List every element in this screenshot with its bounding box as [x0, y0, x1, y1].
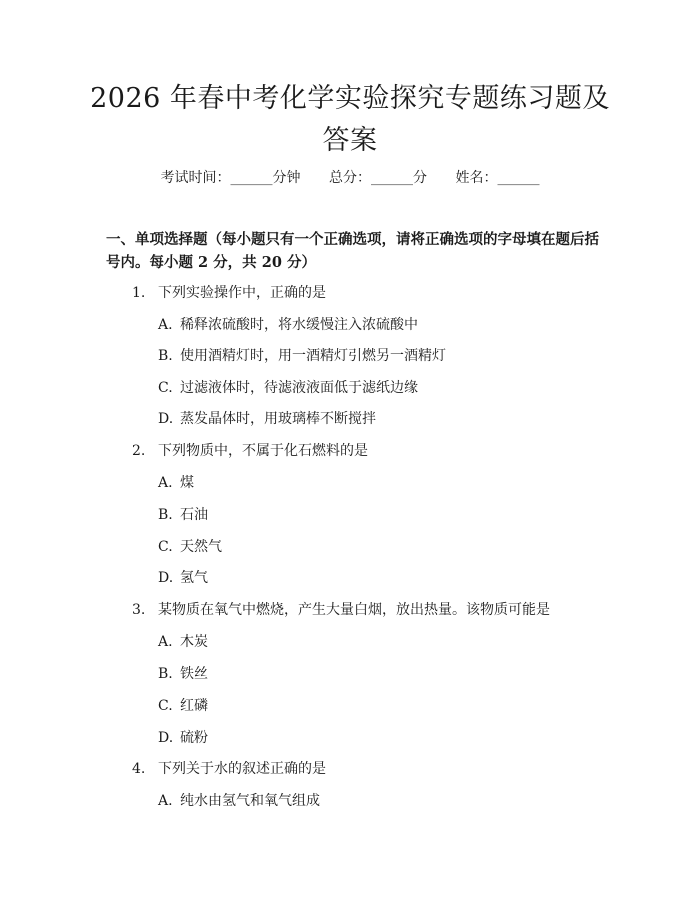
option-letter: D.	[158, 570, 174, 586]
question-3-option-b	[158, 664, 208, 684]
option-letter: A.	[158, 317, 173, 333]
option-letter: A.	[158, 475, 173, 491]
question-2-option-a	[158, 473, 194, 493]
question-2-option-c	[158, 537, 222, 557]
question-1-option-d	[158, 409, 376, 429]
option-text: 天然气	[180, 539, 222, 555]
option-letter: A.	[158, 793, 173, 809]
document-title: 2026 年春中考化学实验探究专题练习题及答案	[90, 83, 610, 156]
option-text: 铁丝	[180, 666, 208, 682]
option-letter: B.	[158, 666, 173, 682]
question-3-option-a	[158, 632, 208, 652]
question-1-option-b	[158, 346, 446, 366]
option-text: 木炭	[180, 634, 208, 650]
question-number: 3.	[132, 602, 146, 618]
question-4-option-a	[158, 791, 320, 811]
option-letter: C.	[158, 539, 173, 555]
question-text: 下列关于水的叙述正确的是	[158, 761, 326, 777]
question-text: 某物质在氧气中燃烧，产生大量白烟，放出热量。该物质可能是	[158, 602, 550, 618]
exam-info-line	[0, 168, 700, 188]
question-3-option-d	[158, 728, 208, 748]
option-text: 纯水由氢气和氧气组成	[180, 793, 320, 809]
option-text: 煤	[180, 475, 194, 491]
option-letter: C.	[158, 380, 173, 396]
option-text: 蒸发晶体时，用玻璃棒不断搅拌	[180, 411, 376, 427]
option-text: 石油	[180, 507, 208, 523]
question-3-option-c	[158, 696, 208, 716]
question-3	[132, 600, 550, 620]
option-letter: B.	[158, 348, 173, 364]
question-4	[132, 759, 326, 779]
option-letter: D.	[158, 411, 174, 427]
option-letter: A.	[158, 634, 173, 650]
question-2-option-b	[158, 505, 208, 525]
question-text: 下列实验操作中，正确的是	[158, 285, 326, 301]
option-letter: B.	[158, 507, 173, 523]
total-score-field: 总分：______分	[329, 170, 427, 186]
question-2-option-d	[158, 568, 208, 588]
student-name-field: 姓名：______	[455, 170, 540, 186]
option-text: 稀释浓硫酸时，将水缓慢注入浓硫酸中	[180, 317, 418, 333]
question-1-option-a	[158, 315, 418, 335]
option-text: 使用酒精灯时，用一酒精灯引燃另一酒精灯	[180, 348, 446, 364]
question-number: 4.	[132, 761, 146, 777]
question-number: 1.	[132, 285, 146, 301]
exam-time-field: 考试时间：______分钟	[160, 170, 301, 186]
option-letter: C.	[158, 698, 173, 714]
question-2	[132, 441, 368, 461]
question-1	[132, 283, 326, 303]
option-text: 过滤液体时，待滤液液面低于滤纸边缘	[180, 380, 418, 396]
option-text: 氢气	[180, 570, 208, 586]
question-1-option-c	[158, 378, 418, 398]
section-heading: 一、单项选择题（每小题只有一个正确选项，请将正确选项的字母填在题后括号内。每小题 2 分，共 20 分）	[106, 231, 599, 271]
option-letter: D.	[158, 730, 174, 746]
question-text: 下列物质中，不属于化石燃料的是	[158, 443, 368, 459]
question-number: 2.	[132, 443, 146, 459]
option-text: 红磷	[180, 698, 208, 714]
option-text: 硫粉	[180, 730, 208, 746]
